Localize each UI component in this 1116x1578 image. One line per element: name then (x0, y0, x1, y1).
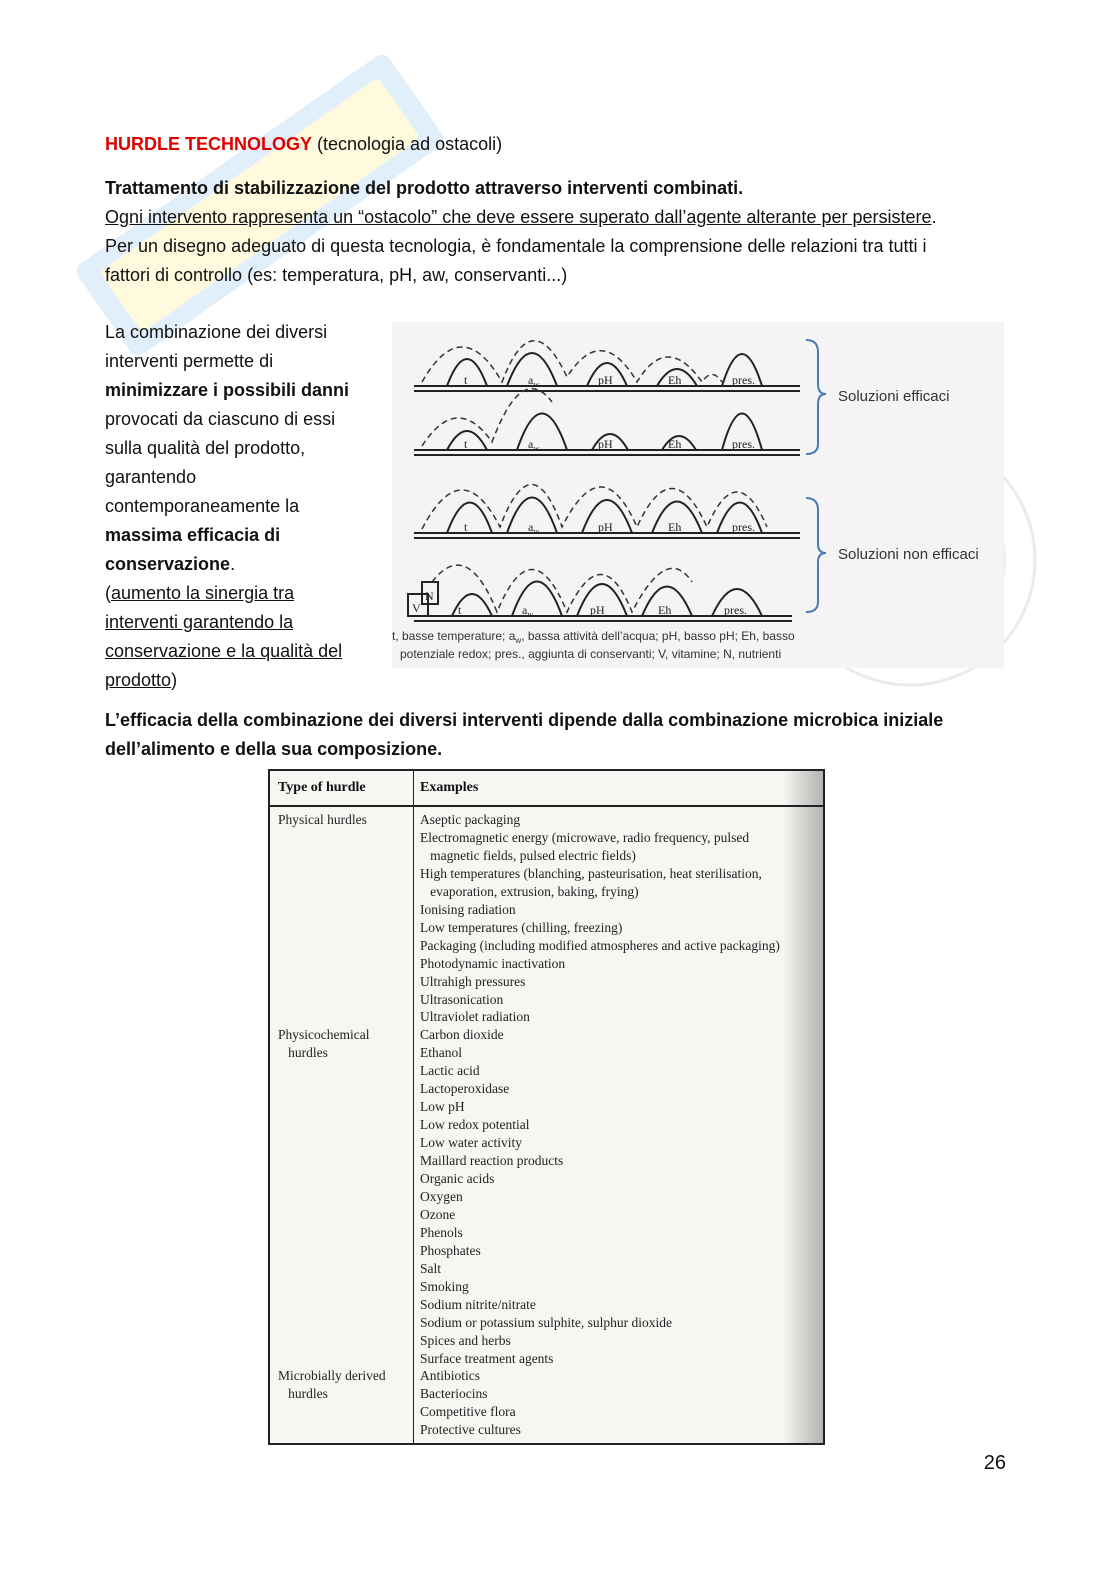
left-column-text (105, 318, 385, 695)
example-cell: Ultrasonication (420, 991, 504, 1007)
hurdle-type-cell: hurdles (278, 1386, 328, 1402)
example-cell: Spices and herbs (420, 1332, 511, 1348)
left-underlined: conservazione e la qualità del (105, 641, 343, 661)
left-line: contemporaneamente la (105, 496, 300, 516)
example-cell: Ultraviolet radiation (420, 1009, 530, 1025)
example-cell: Ultrahigh pressures (420, 973, 526, 989)
efficacy-block (105, 706, 1005, 764)
header-type: Type of hurdle (278, 780, 366, 795)
example-cell: Lactoperoxidase (420, 1081, 510, 1097)
intro-line-4: fattori di controllo (es: temperatura, pH, aw, conservanti...) (105, 265, 568, 285)
label-eh: Eh (668, 373, 682, 387)
left-line: provocati da ciascuno di essi (105, 409, 336, 429)
label-eh: Eh (668, 437, 682, 451)
label-pres: pres. (732, 437, 755, 451)
example-cell: Maillard reaction products (420, 1153, 564, 1169)
hurdle-arch (517, 414, 567, 451)
example-cell: Ionising radiation (420, 901, 516, 917)
left-line: La combinazione dei diversi (105, 322, 328, 342)
example-cell: Surface treatment agents (420, 1350, 554, 1366)
example-cell: Competitive flora (420, 1404, 516, 1420)
example-cell: Low redox potential (420, 1117, 530, 1133)
label-v: V (412, 601, 421, 615)
column-divider (413, 771, 414, 1443)
example-cell: Packaging (including modified atmospheres and active packaging) (420, 937, 780, 953)
brace-non-efficaci (806, 498, 826, 612)
left-line: sulla qualità del prodotto, (105, 438, 306, 458)
example-cell: Smoking (420, 1278, 469, 1294)
example-cell: Ozone (420, 1206, 456, 1222)
hurdle-type-cell: Physical hurdles (278, 812, 367, 827)
hurdle-type-cell: Physicochemical (278, 1027, 370, 1043)
hurdle-diagram (392, 322, 1004, 668)
left-line-bold: massima efficacia di (105, 525, 281, 545)
hurdle-type-cell: hurdles (278, 1045, 328, 1061)
section-heading (105, 130, 502, 159)
group-label-efficaci: Soluzioni efficaci (838, 388, 950, 405)
example-cell: Ethanol (420, 1045, 462, 1061)
hurdle-diagram-svg (392, 322, 1004, 668)
left-paren: ) (171, 670, 178, 690)
label-t: t (458, 603, 462, 617)
trajectory-dashed (432, 565, 692, 612)
left-bold-word: conservazione (105, 554, 231, 574)
label-eh: Eh (658, 603, 672, 617)
intro-underlined-line (105, 203, 1005, 232)
intro-underlined-text: Ogni intervento rappresenta un “ostacolo” che deve essere superato dall’agente alterante per persistere (105, 207, 932, 227)
label-pres: pres. (732, 373, 755, 387)
scan-shadow (783, 771, 823, 1443)
label-pres: pres. (732, 520, 755, 534)
left-underlined: interventi garantendo la (105, 612, 294, 632)
efficacy-line-1: L’efficacia della combinazione dei diversi interventi dipende dalla combinazione microbica iniziale (105, 710, 944, 730)
example-cell: Salt (420, 1260, 442, 1276)
example-cell: Aseptic packaging (420, 812, 521, 827)
intro-bold-line: Trattamento di stabilizzazione del prodotto attraverso interventi combinati. (105, 178, 744, 198)
hurdle-type-cell: Microbially derived (278, 1368, 386, 1384)
intro-block (105, 174, 1005, 290)
label-n: N (425, 589, 434, 603)
example-cell: Carbon dioxide (420, 1027, 504, 1043)
label-t: t (464, 437, 468, 451)
label-ph: pH (598, 520, 613, 534)
left-line: garantendo (105, 467, 197, 487)
label-eh: Eh (668, 520, 682, 534)
page-number: 26 (983, 1452, 1006, 1474)
example-cell: Low pH (420, 1099, 465, 1115)
example-cell: High temperatures (blanching, pasteurisation, heat sterilisation, (420, 865, 762, 881)
example-cell: Low temperatures (chilling, freezing) (420, 919, 623, 935)
left-line (105, 550, 385, 579)
left-line-bold: minimizzare i possibili danni (105, 380, 350, 400)
label-ph: pH (598, 437, 613, 451)
example-cell: Lactic acid (420, 1063, 480, 1079)
label-t: t (464, 373, 468, 387)
left-line: interventi permette di (105, 351, 274, 371)
header-examples: Examples (420, 780, 479, 795)
example-cell: Phenols (420, 1224, 463, 1240)
example-cell: Protective cultures (420, 1422, 521, 1438)
example-cell: Low water activity (420, 1135, 522, 1151)
intro-period: . (931, 207, 937, 227)
hurdle-arch (447, 503, 492, 534)
left-line (105, 579, 385, 608)
example-cell: evaporation, extrusion, baking, frying) (420, 883, 639, 899)
intro-line-3: Per un disegno adeguato di questa tecnologia, è fondamentale la comprensione delle relazioni tra tutti i (105, 236, 927, 256)
group-label-non-efficaci: Soluzioni non efficaci (838, 546, 979, 563)
label-aw: $a_w$ (528, 373, 540, 389)
left-underlined: aumento la sinergia tra (111, 583, 295, 603)
example-cell: Antibiotics (420, 1368, 480, 1384)
left-underlined: prodotto (105, 670, 172, 690)
figure-caption-line-1: t, basse temperature; $a_w$, bassa attività dell’acqua; pH, basso pH; Eh, basso (392, 629, 795, 645)
heading-title: HURDLE TECHNOLOGY (105, 134, 312, 154)
heading-subtitle: (tecnologia ad ostacoli) (312, 134, 503, 154)
example-cell: Sodium or potassium sulphite, sulphur dioxide (420, 1314, 672, 1330)
label-pres: pres. (724, 603, 747, 617)
label-ph: pH (598, 373, 613, 387)
figure-caption-line-2: potenziale redox; pres., aggiunta di conservanti; V, vitamine; N, nutrienti (400, 647, 782, 661)
example-cell: Sodium nitrite/nitrate (420, 1296, 536, 1312)
table-header-row (270, 771, 823, 807)
label-ph: pH (590, 603, 605, 617)
example-cell: Electromagnetic energy (microwave, radio frequency, pulsed (420, 829, 750, 845)
hurdle-types-table (268, 769, 825, 1445)
label-aw: $a_w$ (528, 520, 540, 536)
label-aw: $a_w$ (522, 603, 534, 619)
efficacy-line-2: dell’alimento e della sua composizione. (105, 739, 443, 759)
example-cell: Bacteriocins (420, 1386, 488, 1402)
label-t: t (464, 520, 468, 534)
example-cell: magnetic fields, pulsed electric fields) (420, 847, 636, 863)
left-period: . (230, 554, 236, 574)
example-cell: Oxygen (420, 1188, 463, 1204)
example-cell: Organic acids (420, 1171, 495, 1186)
left-paren: ( (105, 583, 111, 603)
example-cell: Phosphates (420, 1242, 481, 1258)
label-aw: $a_w$ (528, 437, 540, 453)
example-cell: Photodynamic inactivation (420, 955, 566, 971)
brace-efficaci (806, 340, 826, 454)
left-line (105, 666, 385, 695)
